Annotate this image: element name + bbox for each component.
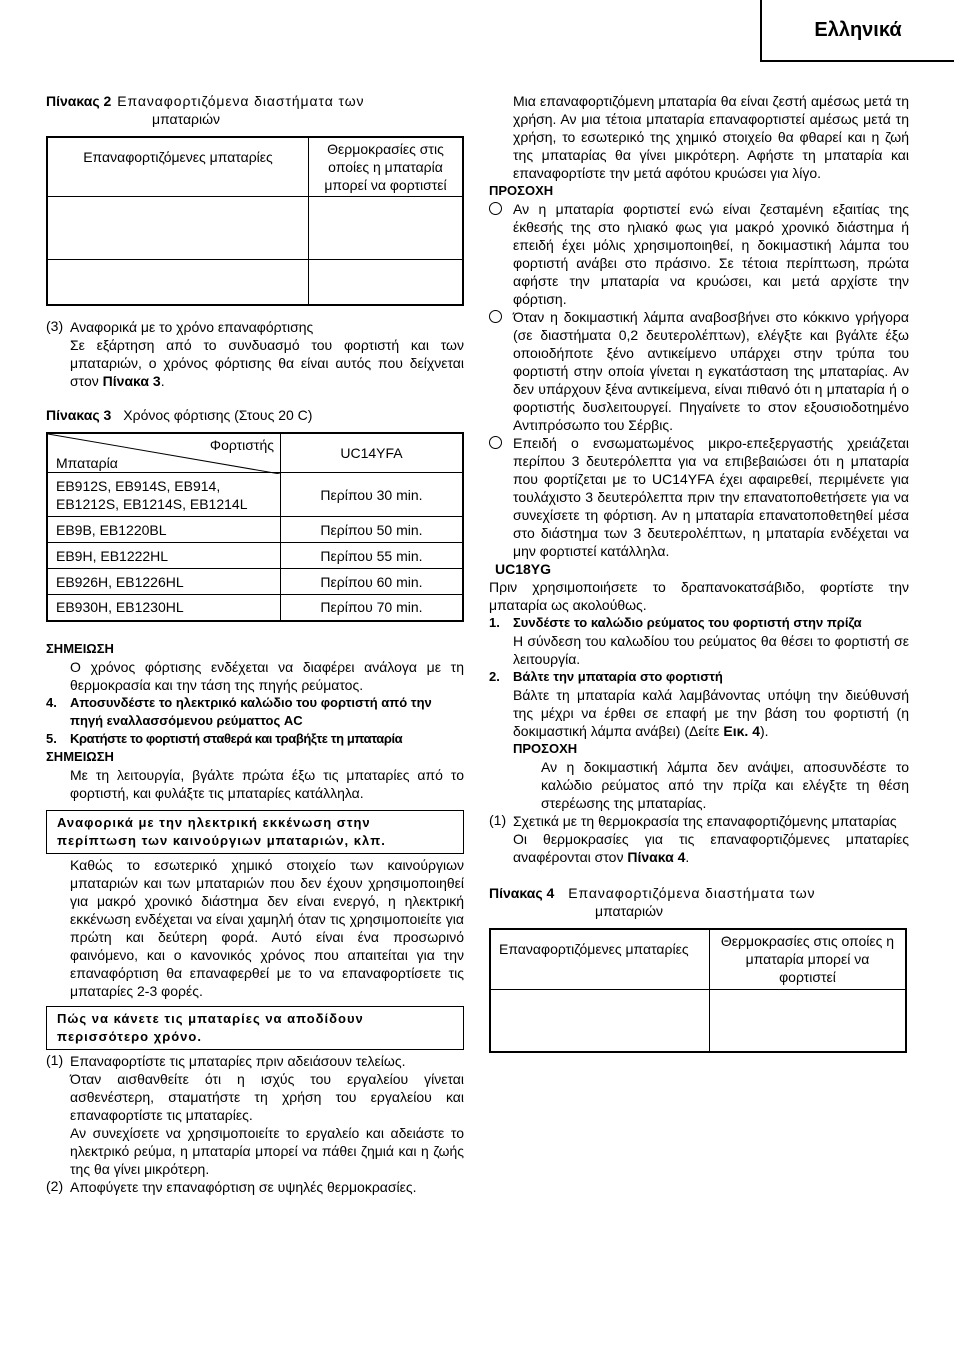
step-number: 4. (46, 694, 57, 710)
model-heading: UC18YG (495, 561, 552, 577)
table3-time-cell: Περίπου 50 min. (281, 517, 464, 543)
table4-cell (710, 989, 907, 1052)
note-title: ΣΗΜΕΙΩΣΗ (46, 640, 114, 656)
note-title: ΣΗΜΕΙΩΣΗ (46, 748, 114, 764)
table3-title: Χρόνος φόρτισης (Στους 20 C) (123, 406, 313, 423)
tip-2 (46, 1178, 464, 1196)
table2-cell (47, 260, 309, 305)
table4-ref: Πίνακα 4 (627, 849, 686, 865)
step-2 (489, 668, 909, 686)
tip-1 (46, 1052, 464, 1178)
left-column (46, 92, 464, 1196)
section-recharge-time (46, 318, 464, 390)
table2-title-line2: μπαταριών (152, 111, 221, 127)
table3-battery-cell: EB930H, EB1230HL (47, 595, 281, 621)
step-title: Συνδέστε το καλώδιο ρεύματος του φορτιστή στην πρίζα (513, 615, 862, 630)
table3-header-charger: Φορτιστής (209, 436, 274, 453)
table2-label: Πίνακας 2 (46, 93, 112, 109)
item-number: (1) (46, 1051, 64, 1068)
punct: . (160, 372, 165, 389)
section-text: Οι θερμοκρασίες για τις επαναφορτιζόμενες μπαταρίες αναφέρονται στον (513, 831, 909, 865)
circle-bullet-icon (489, 436, 502, 449)
item-number: (1) (489, 812, 507, 828)
language-label: Ελληνικά (760, 0, 954, 62)
step-text: Κρατήστε το φορτιστή σταθερά και τραβήξτε τη μπαταρία (70, 730, 403, 746)
table4-header-batteries: Επαναφορτιζόμενες μπαταρίες (490, 929, 710, 989)
table4-title: Επαναφορτιζόμενα διαστήματα των (568, 885, 816, 901)
section-temperature (489, 812, 909, 866)
note-charging-time (46, 640, 464, 694)
table3-corner-header (47, 433, 281, 473)
discharge-text: Καθώς το εσωτερικό χημικό στοιχείο των καινούργιων μπαταριών και των μπαταριών που δεν έχουν χρησιμοποιηθεί για μακρό χρονικό διάστημα δεν είναι ενεργό, η ηλεκτρική εκκένωση ενδέχεται να είναι χαμηλή όταν τις χρησιμοποιείτε για πρώτη και δεύτερη φορά. Αυτό είναι ένα προσωρινό φαινόμενο, και ο κανονικός χρόνος που απαιτείται για την επαναφόρτιση θα επαναφερθεί με το να επαναφορτίσετε τις μπαταρίες 2-3 φορές. (70, 856, 464, 999)
table4-label: Πίνακας 4 (489, 885, 555, 901)
table3-battery-cell: EB926H, EB1226HL (47, 569, 281, 595)
caution-title: ΠΡΟΣΟΧΗ (513, 741, 578, 756)
caution-bullet (489, 200, 909, 308)
step-number: 1. (489, 615, 500, 630)
table2-title: Επαναφορτιζόμενα διαστήματα των (117, 93, 365, 109)
note-text: Ο χρόνος φόρτισης ενδέχεται να διαφέρει ανάλογα με τη θερμοκρασία και την τάση της πηγής ρεύματος. (70, 658, 464, 693)
table3-time-cell: Περίπου 60 min. (281, 569, 464, 595)
table2-header-temps: Θερμοκρασίες στις οποίες η μπαταρία μπορεί να φορτιστεί (309, 137, 464, 197)
recharge-time-title: Αναφορικά με το χρόνο επαναφόρτισης (70, 318, 314, 335)
bullet-text: Αν η μπαταρία φορτιστεί ενώ είναι ζεσταμένη εξαιτίας της έκθεσής της στο ηλιακό φως για μακρό χρονικό διάστημα ή επειδή έχει μόλις χρησιμοποιηθεί, η δοκιμαστική λάμπα του φορτιστή ανάβει στο πράσινο. Σε τέτοια περίπτωση, πρώτα αφήστε την μπαταρία να κρυώσει, και μετά αρχίστε την φόρτιση. (513, 201, 909, 307)
caution-bullet (489, 434, 909, 560)
battery-models: EB912S, EB914S, EB914, (56, 477, 221, 494)
table2-header-batteries: Επαναφορτιζόμενες μπαταρίες (47, 137, 309, 197)
step-text: Βάλτε τη μπαταρία καλά λαμβάνοντας υπόψη την διεύθυνσή της μέχρι να έρθει σε επαφή με την βάση του φορτιστή (η δοκιμαστική λάμπα ανάβει) (Δείτε (513, 687, 909, 739)
table3-ref: Πίνακα 3 (102, 372, 161, 389)
intro-text: Μια επαναφορτιζόμενη μπαταρία θα είναι ζεστή αμέσως μετά τη χρήση. Αν μια τέτοια μπαταρία επαναφορτιστεί αμέσως μετά τη χρήση, το εσωτερικό της χημικό στοιχείο θα φθαρεί και η ζωή της μπαταρίας θα γίνει μικρότερη. Αφήστε τη μπαταρία και επαναφορτίστε την μετά αφότου κρυώσει για λίγο. (513, 93, 909, 181)
recharge-time-text: Σε εξάρτηση από το συνδυασμό του φορτιστή και των μπαταριών, ο χρόνος φόρτισης θα είναι αυτός που δείχνεται στον (70, 336, 464, 389)
table4 (489, 928, 907, 1053)
table3-caption (46, 406, 464, 424)
right-column (489, 92, 909, 1053)
section-title: Σχετικά με τη θερμοκρασία της επαναφορτιζόμενης μπαταρίας (513, 813, 897, 829)
table2-caption (46, 92, 464, 128)
table2-cell (309, 260, 464, 305)
caution-bullet (489, 308, 909, 434)
table4-title-line2: μπαταριών (595, 903, 664, 919)
boxed-heading-battery-life: Πώς να κάνετε τις μπαταρίες να αποδίδουν περισσότερο χρόνο. (46, 1006, 464, 1050)
circle-bullet-icon (489, 310, 502, 323)
tip-text: Αν συνεχίσετε να χρησιμοποιείτε το εργαλείο και αδειάστε το ηλεκτρικό ρεύμα, η μπαταρία μπορεί να πάθει ζημιά και η ζωής της θα γίνει μικρότερη. (70, 1124, 464, 1177)
item-number: (3) (46, 317, 64, 334)
bullet-text: Επειδή ο ενσωματωμένος μικρο-επεξεργαστής χρειάζεται περίπου 3 δευτερόλεπτα για να επιβεβαιώσει ότι η μπαταρία που φορτίζεται με το UC14YFA έχει αφαιρεθεί, περιμένετε για τουλάχιστο 3 δευτερόλεπτα πριν την επανατοποθετήσετε για να συνεχίσετε τη φόρτιση. Αν η μπαταρία επανατοποθετηθεί μέσα στο διάστημα των 3 δευτερολέπτων, η μπαταρία ενδέχεται να μην φορτιστεί κατάλληλα. (513, 435, 909, 559)
table3-time-cell: Περίπου 55 min. (281, 543, 464, 569)
table3-time-cell: Περίπου 70 min. (281, 595, 464, 621)
tip-title: Επαναφορτίστε τις μπαταρίες πριν αδειάσουν τελείως. (70, 1052, 406, 1069)
figure-ref: Εικ. 4 (723, 723, 760, 739)
table3-label: Πίνακας 3 (46, 406, 112, 423)
table4-cell (490, 989, 710, 1052)
model-intro: Πριν χρησιμοποιήσετε το δραπανοκατσάβιδο, φορτίστε την μπαταρία ως ακολούθως. (489, 579, 909, 613)
caution-title: ΠΡΟΣΟΧΗ (489, 183, 554, 198)
item-number: (2) (46, 1177, 64, 1194)
step-number: 5. (46, 730, 57, 746)
table3-header-battery: Μπαταρία (56, 454, 118, 471)
table3-battery-cell (47, 473, 281, 517)
step-number: 2. (489, 669, 500, 684)
note-remove-batteries (46, 748, 464, 802)
step-text: Αποσυνδέστε το ηλεκτρικό καλώδιο του φορτιστή από την πηγή εναλλασσόμενου ρεύματτος AC (70, 694, 432, 728)
punct: . (685, 849, 690, 865)
step-text: Η σύνδεση του καλωδίου του ρεύματος θα θέσει το φορτιστή σε λειτουργία. (513, 633, 909, 667)
note-text: Με τη λειτουργία, βγάλτε πρώτα έξω τις μπαταρίες από το φορτιστή, και φυλάξτε τις μπαταρίες κατάλληλα. (70, 766, 464, 801)
table2-cell (47, 197, 309, 260)
bullet-text: Όταν η δοκιμαστική λάμπα αναβοσβήνει στο κόκκινο γρήγορα (σε διαστήματα 0,2 δευτερολέπτων), ελέγξτε και βγάλτε έξω οποιοδήποτε ξένο αντικείμενο υπάρχει στην τρύπα του φορτιστή στην οποία γίνεται η εγκατάσταση της μπαταρίας. Αν δεν υπάρχουν ξένα αντικείμενα, είναι πιθανό ότι η μπαταρία ή ο φορτιστής δυσλειτουργεί. Πηγαίνετε το στον εξουσιοδοτημένο Αντιπρόσωπο του Σέρβις. (513, 309, 909, 433)
caution-text: Αν η δοκιμαστική λάμπα δεν ανάψει, αποσυνδέστε το καλώδιο ρεύματος από την πρίζα και ελέγξτε τη θέση στερέωσης της μπαταρίας. (541, 759, 909, 811)
circle-bullet-icon (489, 202, 502, 215)
tip-text: Αποφύγετε την επαναφόρτιση σε υψηλές θερμοκρασίες. (70, 1178, 417, 1195)
step-title: Βάλτε την μπαταρία στο φορτιστή (513, 669, 723, 684)
boxed-heading-discharge: Αναφορικά με την ηλεκτρική εκκένωση στην περίπτωση των καινούργιων μπαταριών, κλπ. (46, 810, 464, 854)
tip-text: Όταν αισθανθείτε ότι η ισχύς του εργαλείου γίνεται ασθενέστερη, σταματήστε τη χρήση του εργαλείου και επαναφορτίστε τις μπαταρίες. (70, 1070, 464, 1123)
table3-header-model: UC14YFA (281, 433, 464, 473)
table4-header-temps: Θερμοκρασίες στις οποίες η μπαταρία μπορεί να φορτιστεί (710, 929, 907, 989)
punct: ). (759, 723, 769, 739)
table3 (46, 432, 464, 622)
table2 (46, 136, 464, 306)
table4-caption (489, 884, 909, 920)
table3-battery-cell: EB9B, EB1220BL (47, 517, 281, 543)
table2-cell (309, 197, 464, 260)
table3-battery-cell: EB9H, EB1222HL (47, 543, 281, 569)
table3-time-cell: Περίπου 30 min. (281, 473, 464, 517)
step-1 (489, 614, 909, 632)
step-4 (46, 694, 464, 730)
battery-models: EB1212S, EB1214S, EB1214L (56, 495, 248, 512)
step-5 (46, 730, 464, 748)
